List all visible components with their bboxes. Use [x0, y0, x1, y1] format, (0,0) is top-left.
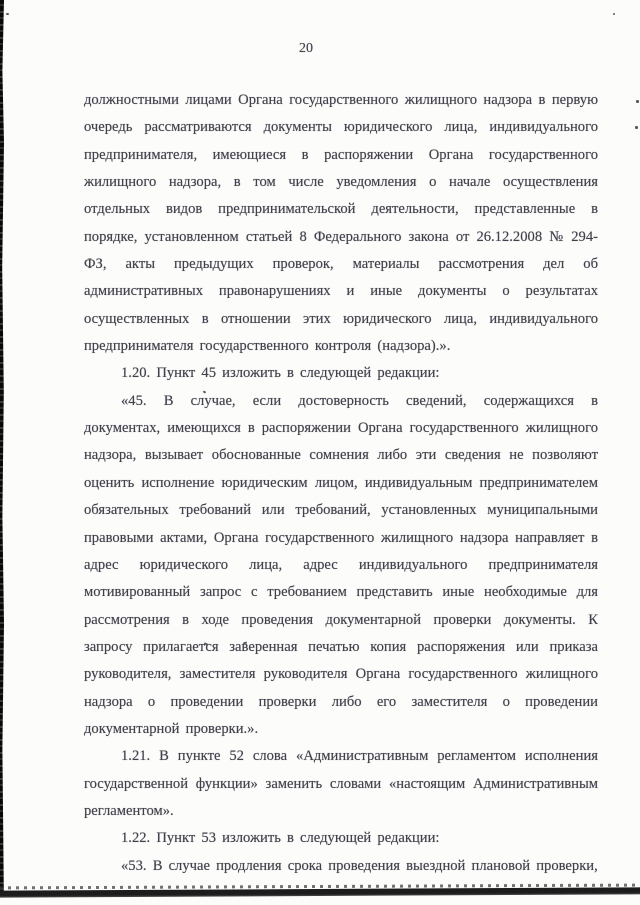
paragraph-continuation: должностными лицами Органа государственного жилищного надзора в первую очередь рассматриваются документы юридического лица, индивидуального предпринимателя, имеющиеся в распоряжении Органа государственного жилищного надзора, в том числе уведомления о начале осуществления отдельных видов предпринимательской деятельности, представленные в порядке, установленном статьей 8 Федерального закона от 26.12.2008 № 294-ФЗ, акты предыдущих проверок, материалы рассмотрения дел об административных правонарушениях и иные документы о результатах осуществленных в отношении этих юридического лица, индивидуального предпринимателя государственного контроля (надзора).». [84, 92, 598, 355]
paragraph-item-45: «45. В случае, если достоверность сведений, содержащихся в документах, имеющихся в распоряжении Органа государственного жилищного надзора, вызывает обоснованные сомнения либо эти сведения не позволяют оценить исполнение юридическим лицом, индивидуальным предпринимателем обязательных требований или требований, установленных муниципальными правовыми актами, Органа государственного жилищного надзора направляет в адрес юридического лица, адрес индивидуального предпринимателя мотивированный запрос с требованием представить иные необходимые для рассмотрения в ходе проведения документарной проверки документы. К запросу прилагается заверенная печатью копия распоряжения или приказа руководителя, заместителя руководителя Органа государственного жилищного надзора о проведении проверки либо его заместителя о проведении документарной проверки.». [84, 392, 598, 737]
scan-speck-artifact [6, 13, 9, 15]
paragraph-clause-1-21: 1.21. В пункте 52 слова «Административным регламентом исполнения государственной функции» заменить словами «настоящим Административным регламентом». [84, 748, 598, 819]
page-number: 20 [299, 41, 313, 56]
paragraph-clause-1-20: 1.20. Пункт 45 изложить в следующей редакции: [121, 365, 440, 382]
scan-speck-artifact [613, 13, 615, 15]
document-body [84, 87, 598, 880]
paragraph-item-53: «53. В случае продления срока проведения выездной плановой проверки, [121, 857, 598, 874]
paragraph-clause-1-22: 1.22. Пункт 53 изложить в следующей редакции: [121, 830, 440, 847]
scan-speck-artifact [636, 100, 639, 103]
scan-left-edge-artifact [0, 0, 4, 891]
scan-speck-artifact [635, 126, 638, 129]
